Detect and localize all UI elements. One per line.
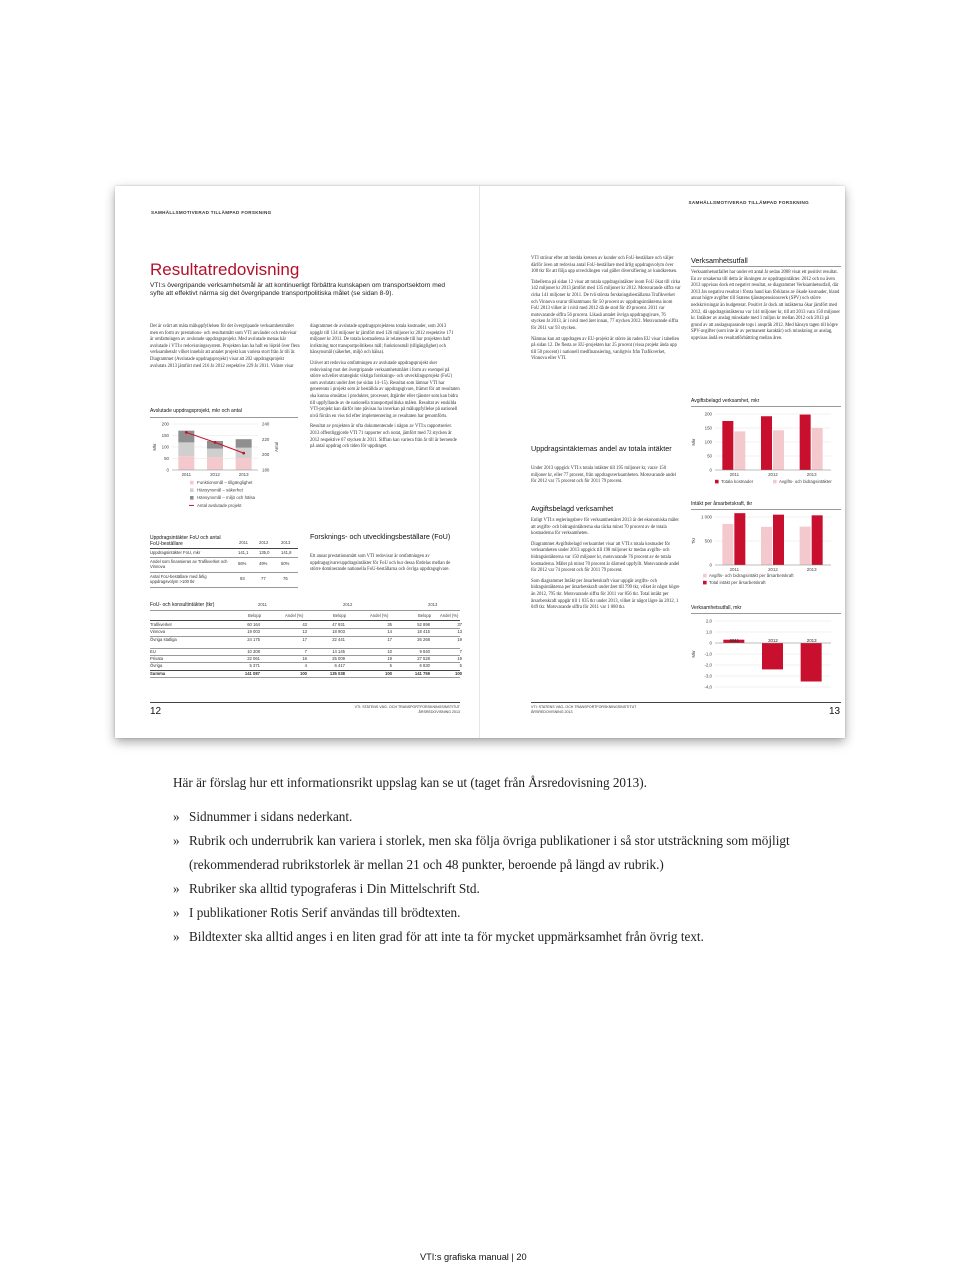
legend-label: Avgifts- och bidragsintäkter [779,479,832,484]
table-row [150,559,298,569]
cell: 93 [240,576,245,581]
table2-header [150,602,460,622]
y-tick-label: 1,0 [705,629,712,635]
x-tick-label: 2011 [729,567,740,572]
chart4-title: Verksamhetsutfall, mkr [691,605,742,611]
bullet-text: Bildtexter ska alltid anges i en liten grad för att inte ta för mycket uppmärksamhet från övrig text. [189,929,704,944]
chart3-svg [691,511,841,599]
col-belopp: Belopp [333,613,347,618]
cell: 49% [259,561,268,566]
x-tick-label: 2012 [210,472,220,477]
row-label: Övriga statliga [150,636,177,642]
divider [691,266,841,267]
cell: 6 417 [334,663,345,669]
paragraph: Nämnas kan att uppdragen av EU-projekt är större än raden EU visar i tabellen på sidan 12. De flesta av EU-projekten har 25 procent (vissa projekt ända upp till 50 procent) i nationell medfinansiering, vanligtvis från Trafikverket, Vinnova eller VTI. [531,336,679,362]
bar [734,513,745,565]
cell: 141,1 [238,550,249,555]
heading-verksamhetsutfall: Verksamhetsutfall [691,256,748,265]
cell: 135 038 [329,670,345,676]
divider [531,702,841,703]
col-belopp: Belopp [418,613,432,618]
y2-tick-label: 220 [262,436,270,442]
body-left-col2 [310,324,460,455]
paragraph: Enligt VTI:s regleringsbrev för verksamhetsåret 2013 är det ekonomiska målet att avgifts- och bidragsintäkterna ska täcka minst 70 procent av de totala kostnaderna för verksamheten. [531,518,679,537]
cell: 18 415 [417,629,430,635]
annual-report-spread [115,186,845,738]
cell: 50% [281,561,290,566]
heading-fou: Forsknings- och utvecklingsbeställare (FoU) [310,532,451,541]
page-number-left: 12 [150,706,162,717]
caption-bullet [173,925,813,949]
spread-gutter [479,186,480,738]
table-row [150,622,460,627]
bar [178,442,194,456]
table2-year: 2011 [258,602,268,607]
bar [773,430,784,470]
cell: 4 [304,663,307,669]
cell: 6 830 [419,663,430,669]
y-tick-label: 50 [707,453,712,459]
col-andel: Andel (%) [285,613,304,618]
bar [207,457,223,470]
cell: 37 [457,622,462,627]
cell: 7 [304,648,307,654]
cell: 22 061 [247,655,260,661]
caption-bullets [173,805,813,949]
cell: 17 [302,636,307,642]
table1-year: 2011 [239,540,249,545]
y-tick-label: 2,0 [705,618,712,624]
cell: 100 [455,670,462,676]
cell: 17 [387,636,392,642]
cell: 14 145 [332,648,345,654]
divider [691,509,841,510]
line-point [185,431,188,434]
bullet-marker: » [173,881,180,896]
bar [722,524,733,565]
y2-axis-label: Antal [274,441,279,453]
bar [236,439,252,448]
bar [722,421,733,470]
x-tick-label: 2012 [768,567,778,572]
y-tick-label: 0 [166,467,169,473]
cell: 14 [387,629,392,635]
divider [150,702,460,703]
legend-label: Funktionsmål – tillgänglighet [197,480,253,485]
paragraph: Det är svårt att mäta måluppfyllelsen för det övergripande verksamhetsmålet men en form av prestations- och resultatmått som VTI använder och redovisar är omfattningen av avslutade uppdragsprojekt. Med avslutade menas här avslutade i VTI:s redovisningssystem. Projekten kan ha haft en löptid över flera verksamhetsår vilket innebär att antalet projekt kan variera stort från år till år. Diagrammet (Avslutade uppdragsprojekt) visar att 202 uppdragsprojekt avslutats 2013 jämfört med 216 år 2012 respektive 229 år 2011. Vidare visar [150,324,300,369]
cell: 35 [387,622,392,627]
x-tick-label: 2011 [729,472,740,477]
body-left-col1 [150,324,300,374]
table-row [150,550,298,555]
divider [150,572,298,573]
x-tick-label: 2011 [729,638,740,643]
cell: 47 931 [332,622,345,627]
x-tick-label: 2013 [238,472,249,477]
cell: 25 009 [332,655,345,661]
x-tick-label: 2012 [768,472,778,477]
table2-title: FoU- och konsultintäkter (tkr) [150,602,215,608]
cell: 43 [302,622,307,627]
table-row [150,637,460,642]
table-row [150,671,460,676]
bar [812,428,823,470]
row-label: Övriga [150,663,163,669]
row-label: Privata [150,655,164,661]
cell: 24 175 [247,636,260,642]
y-tick-label: 0 [709,562,712,568]
y2-tick-label: 240 [262,421,270,427]
divider [691,613,841,614]
caption-bullet [173,829,813,877]
cell: 13 [457,629,462,635]
table1-title: Uppdragsintäkter FoU och antal FoU-beställare [150,535,221,547]
col-andel: Andel (%) [440,613,459,618]
bar [207,449,223,458]
bullet-marker: » [173,905,180,920]
chart2-title: Avgiftsbelagd verksamhet, mkr [691,398,760,404]
paragraph: Resultat av projekten är ofta dokumenterade i någon av VTI:s rapportserier. 2013 offentliggjorde VTI 71 rapporter och notat, jämfört med 72 stycken år 2012 respektive 67 stycken år 2011. Siffran kan variera från år till år beroende på antal uppdrag och tiden för uppdraget. [310,424,457,450]
cell: 77 [261,576,266,581]
cell: 5 371 [249,663,260,669]
y-axis-label: Tkr [691,537,696,545]
row-label: Antal FoU-beställare med årlig uppdragsvolym >100 tkr [150,574,207,584]
divider [150,548,298,549]
bar [761,527,772,565]
body-fou: Ett annat prestationsmått som VTI redovisar är omfattningen av uppdragsgivare/uppdragsintäkter för FoU och hur dessa fördelas mellan de större dominerande nationella FoU-beställarna och övriga uppdragsgivare. [310,554,451,573]
bar [812,515,823,565]
y-axis-label: Mkr [691,438,696,446]
footer-right: VTI: STATENS VÄG- OCH TRANSPORTFORSKNINGSINSTITUT ÅRSREDOVISNING 2013 [531,705,637,714]
table1-year: 2012 [259,540,269,545]
page-number-right: 13 [829,706,841,717]
cell: 100 [300,670,307,676]
cell: 10 [387,648,392,654]
bar [800,527,811,565]
legend-swatch [773,480,777,484]
cell: 56% [238,561,247,566]
x-tick-label: 2013 [806,472,817,477]
table2-year: 2012 [343,602,353,607]
body-verksamhetsutfall: Verksamhetsutfallet har under ett antal år sedan 2008 visat ett positivt resultat. En av orsakerna till detta är ökningen av uppdragsintäkter. 2012 och nu även 2013 uppvisas dock ett negativt resultat, se diagrammet Verksamhetsutfall, där 2013 års negativa resultat i första hand kan förklaras av ökade kostnader, bland annat högre avgifter till Statens tjänstepensionsverk (SPV) och större nedskrivningar än budgeterat. Positivt är dock att intäkterna ökar jämfört med 2012, då uppdragsintäkterna var 144 miljoner kr, till att 2013 vara 150 miljoner kr. Intäkter av anslag minskade med 1 miljon kr mellan 2012 och 2013 på grund av att anslagssparande togs i anspråk 2012. Med hänsyn tagen till högre SPV-avgifter (som inte är av permanent karaktär) och minskning av anslag, uppvisas ändå en resultatförbättring mellan åren. [691,270,840,341]
caption-bullet [173,877,813,901]
table-row [150,663,460,668]
bar [761,416,772,470]
cell: 141 759 [414,670,430,676]
paragraph: Tabellerna på sidan 12 visar att totala uppdragsintäkter inom FoU ökat till cirka 142 miljoner kr 2013 jämfört med 135 miljoner kr 2012. Motsvarande siffra var cirka 141 miljoner kr 2011. De två största forskningsbeställarna Trafikverket och Vinnova svarar tillsammans för 50 procent av uppdragsintäkterna inom FoU 2013 vilket är i nivå med 2012 då de stod för 49 procent. 2011 var motsvarande siffra 56 procent. Likaså antalet övriga uppdragsgivare, 76 stycken år 2013, är i nivå med året innan, 77 stycken 2012. Motsvarande siffra för 2011 var 93 stycken. [531,279,681,331]
cell: 5 [459,663,462,669]
y-axis-label: Mkr [691,650,696,658]
body-uppdrag: Under 2013 uppgick VTI:s totala intäkter till 195 miljoner kr, varav 150 miljoner kr, eller 77 procent, från uppdragsverksamheten. Motsvarande andel för 2012 var 75 procent och för 2011 79 procent. [531,466,676,485]
row-label: Andel som finansieras av Trafikverket och Vinnova [150,559,228,569]
paragraph: Utöver att redovisa omfattningen av avslutade uppdragsprojekt sker redovisning mot det övergripande verksamhetsmålet i form av exempel på större och/eller strategiskt viktiga forsknings- och utvecklingsprojekt (FoU) som avslutats under året (se sidan 14–15). Resultat som lämnar VTI har genererats i projekt som är beställda av uppdragsgivare, främst för att resultaten ska kunna omsättas i produkter, processer, åtgärder eller tjänster som kan bidra till uppfyllande av de nationella transportpolitiska målen. Resultat av enskilda VTI-projekt kan därför inte påvisas ha inverkan på måluppfyllelse på nationell nivå förrän en viss tid efter implementering av resultaten har genomförts. [310,360,460,419]
legend-label: Antal avslutade projekt [197,502,242,508]
divider [150,677,460,678]
cell: 141,8 [281,550,292,555]
heading-avgift: Avgiftsbelagd verksamhet [531,504,614,513]
cell: 16 [302,655,307,661]
caption-bullet [173,901,813,925]
chart1-title: Avslutade uppdragsprojekt, mkr och antal [150,408,242,414]
legend-swatch [190,481,194,485]
y2-tick-label: 200 [262,452,270,458]
legend-label: Total intäkt per årsarbetskraft [709,580,766,585]
manual-footer: VTI:s grafiska manual | 20 [420,1252,527,1262]
running-head-left: SAMHÄLLSMOTIVERAD TILLÄMPAD FORSKNING [151,210,272,215]
cell: 141 087 [244,670,260,676]
x-tick-label: 2011 [181,472,192,477]
table2-body [150,621,460,691]
row-label: EU [150,648,156,654]
legend-swatch [190,488,194,492]
y-tick-label: 100 [704,439,712,445]
legend-swatch [703,581,707,585]
cell: 5 [389,663,392,669]
bar [801,643,822,682]
divider [691,406,841,407]
cell: 19 003 [247,629,260,635]
row-label: Summa [150,670,166,676]
col-andel: Andel (%) [370,613,389,618]
bullet-text: Rubriker ska alltid typograferas i Din Mittelschrift Std. [189,881,480,896]
table-row [150,656,460,661]
x-tick-label: 2013 [806,567,817,572]
y-tick-label: -3,0 [704,673,712,679]
cell: 13 [302,629,307,635]
y-tick-label: -1,0 [704,651,712,657]
y-axis-label: Mkr [152,443,157,451]
page-subtitle: VTI:s övergripande verksamhetsmål är att kontinuerligt förbättra kunskapen om transportsektorn med syfte att effektivt närma sig det övergripande transportpolitiska målet (se sidan 8-9). [150,282,446,297]
cell: 60 164 [247,622,260,627]
cell: 76 [283,576,288,581]
table1-year: 2013 [281,540,291,545]
legend-label: Hänsynsmål – miljö och hälsa [197,495,256,501]
divider [150,587,298,588]
legend-swatch [715,480,719,484]
legend-label: Totala kostnader [721,479,754,484]
heading-uppdrag: Uppdragsintäkternas andel av totala intäkter [531,444,672,453]
y-tick-label: -2,0 [704,662,712,668]
y-tick-label: 200 [704,411,712,417]
y-tick-label: 1 000 [701,514,712,520]
cell: 10 308 [247,648,260,654]
col-belopp: Belopp [248,613,262,618]
cell: 27 528 [417,655,430,661]
y-tick-label: 100 [161,444,169,450]
legend-swatch [703,574,707,578]
body-right-col1 [531,256,681,367]
bar [773,515,784,565]
row-label: Vinnova [150,629,166,635]
paragraph: VTI strävar efter att bredda kretsen av kunder och FoU-beställare och väljer därför även att redovisa antal FoU-beställare med årlig uppdragsvolym över 100 tkr för att följa upp utvecklingen vad gäller diversifiering av kundkretsen. [531,256,678,275]
paragraph: Som diagrammet Intäkt per årsarbetskraft visar uppgår avgifts- och bidragsintäkterna per årsarbetskraft under året till 799 tkr, vilket är något högre än 2012, 795 tkr. Motsvarande siffra för 2011 var 856 tkr. Total intäkt per årsarbetskraft uppgår till 1 035 tkr under 2013, vilket är något lägre än 2012, 1 049 tkr. Motsvarande siffra för 2011 var 1 080 tkr. [531,578,680,611]
cell: 100 [385,670,392,676]
paragraph: Diagrammet Avgiftsbelagd verksamhet visar att VTI:s totala kostnader för verksamheten under 2013 uppgick till 198 miljoner kr medan avgifts- och bidragsintäkterna var 150 miljoner kr, motsvarande 76 procent av de totala kostnaderna. Målet på minst 70 procent är därmed uppfyllt. Motsvarande andel för 2012 var 74 procent och för 2011 79 procent. [531,541,680,574]
y-tick-label: 200 [161,421,169,427]
bullet-text: Rubrik och underrubrik kan variera i storlek, men ska följa övriga publikationer i så stor utsträckning som möjligt (rekommenderad rubrikstorlek är mellan 21 och 48 punkter, beroende på längd av rubrik.) [189,833,790,872]
bar [178,456,194,470]
cell: 135,0 [259,550,270,555]
chart4-svg [691,615,841,691]
row-label: Trafikverket [150,622,172,627]
bar [800,415,811,470]
bullet-text: I publikationer Rotis Serif användas till brödtexten. [189,905,461,920]
cell: 52 898 [417,622,430,627]
bullet-marker: » [173,833,180,848]
cell: 19 [457,636,462,642]
page-title: Resultatredovisning [150,260,300,279]
y-tick-label: 0 [709,640,712,646]
y-tick-label: 150 [704,425,712,431]
footer-left: VTI: STATENS VÄG- OCH TRANSPORTFORSKNINGSINSTITUT ÅRSREDOVISNING 2013 [354,705,460,714]
legend-label: Avgifts- och bidragsintäkt per årsarbetskraft [709,573,794,578]
cell: 18 903 [332,629,345,635]
y-tick-label: 50 [164,456,169,461]
divider [150,557,298,558]
divider [150,417,298,418]
bar [236,458,252,470]
bullet-text: Sidnummer i sidans nederkant. [189,809,353,824]
caption-block [173,771,813,949]
table-row [150,574,298,584]
y-tick-label: 150 [161,433,169,438]
y-tick-label: 0 [709,467,712,473]
y-tick-label: -4,0 [704,684,712,690]
running-head-right: SAMHÄLLSMOTIVERAD TILLÄMPAD FORSKNING [688,200,809,205]
chart2-svg [691,408,841,494]
cell: 19 [457,655,462,661]
y2-tick-label: 180 [262,467,270,473]
bullet-marker: » [173,929,180,944]
table2-subheader [150,613,460,619]
paragraph: diagrammet de avslutade uppdragsprojektens totala kostnader, som 2013 uppgår till 134 miljoner kr jämfört med 126 miljoner kr 2012 respektive 171 miljoner kr 2011. De totala kostnaderna är relaterade till hur projekten haft inriktning mot transportpolitikens mål; funktionsmål (tillgänglighet) och hänsynsmål (säkerhet, miljö och hälsa). [310,324,454,356]
body-avgift [531,518,681,616]
caption-intro: Här är förslag hur ett informationsrikt uppslag kan se ut (taget från Årsredovisning 2013). [173,775,647,790]
bullet-marker: » [173,809,180,824]
cell: 19 [387,655,392,661]
x-tick-label: 2013 [806,638,817,643]
table2-year: 2013 [428,602,438,607]
table-row [150,649,460,654]
cell: 22 441 [332,636,345,642]
y-tick-label: 500 [704,538,712,544]
chart1-svg [150,420,300,530]
bar [762,643,783,669]
line-point [214,441,217,444]
chart3-title: Intäkt per årsarbetskraft, tkr [691,501,753,507]
divider [150,610,460,611]
bar [734,431,745,470]
legend-label: Hänsynsmål – säkerhet [197,487,243,493]
cell: 9 840 [419,648,430,654]
cell: 26 268 [417,636,430,642]
legend-swatch [190,496,194,500]
x-tick-label: 2012 [768,638,778,643]
cell: 7 [459,648,462,654]
table-row [150,629,460,634]
row-label: Uppdragsintäkter FoU, mkr [150,550,201,555]
caption-bullet [173,805,813,829]
line-point [242,452,245,455]
